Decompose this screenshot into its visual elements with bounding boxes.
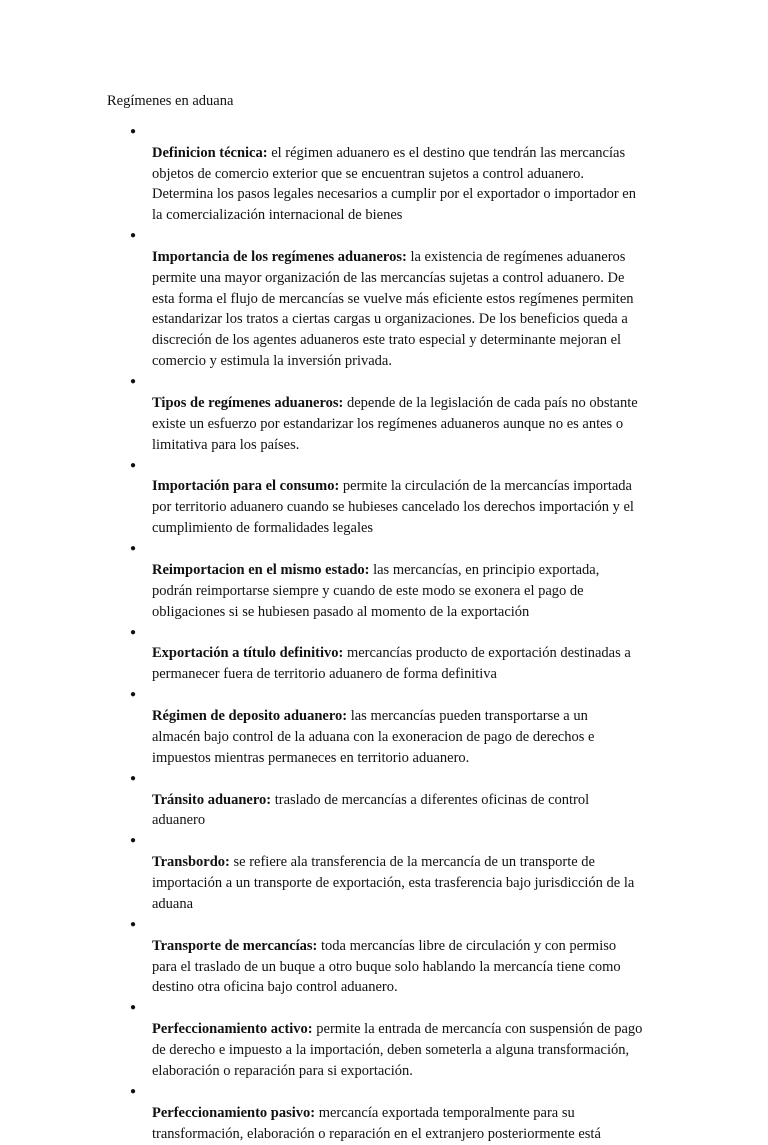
item-term: Reimportacion en el mismo estado: <box>152 561 370 578</box>
item-text: depende de la legislación de cada país no obstante existe un esfuerzo por estandarizar los regímenes aduaneros aunque no es antes o limitativa para los países. <box>152 394 638 453</box>
item-text: toda mercancías libre de circulación y con permiso para el traslado de un buque a otro buque solo hablando la mercancía tiene como destino otra oficina bajo control aduanero. <box>152 937 621 996</box>
item-text: permite la circulación de la mercancías importada por territorio aduanero cuando se hubieses cancelado los derechos importación y el cumplimiento de formalidades legales <box>152 478 634 537</box>
bullet-icon: ● <box>130 376 137 388</box>
list-item <box>130 915 672 998</box>
bullet-icon: ● <box>130 1002 137 1014</box>
item-text: traslado de mercancías a diferentes oficinas de control aduanero <box>152 791 590 829</box>
item-text: la existencia de regímenes aduaneros permite una mayor organización de las mercancías sujetas a control aduanero. De esta forma el flujo de mercancías se vuelve más eficiente estos regímenes permiten estandarizar los tratos a ciertas cargas u organizaciones. De los beneficios queda a discreción de los agentes aduaneros este trato especial y determinante mejoran el comercio y estimula la inversión privada. <box>152 249 634 370</box>
item-text: las mercancías pueden transportarse a un almacén bajo control de la aduana con la exoneracion de pago de derechos e impuestos mientras permaneces en territorio aduanero. <box>152 708 595 766</box>
bullet-icon: ● <box>130 835 137 847</box>
regimes-list <box>130 122 672 1145</box>
item-term: Perfeccionamiento activo: <box>152 1021 313 1038</box>
item-term: Régimen de deposito aduanero: <box>152 708 348 725</box>
list-item <box>130 122 672 226</box>
item-term: Perfeccionamiento pasivo: <box>152 1104 316 1121</box>
bullet-icon: ● <box>130 689 137 701</box>
item-text: mercancías producto de exportación destinadas a permanecer fuera de territorio aduanero de forma definitiva <box>152 645 631 683</box>
item-text: el régimen aduanero es el destino que tendrán las mercancías objetos de comercio exterior que se encuentran sujetos a control aduanero. Determina los pasos legales necesarios a cumplir por el exportador o importador en la comercialización internacional de bienes <box>152 144 636 224</box>
document-title: Regímenes en aduana <box>107 93 234 109</box>
item-text: las mercancías, en principio exportada, podrán reimportarse siempre y cuando de este modo se exonera el pago de obligaciones si se hubiesen pasado al momento de la exportación <box>152 561 600 620</box>
item-term: Importación para el consumo: <box>152 478 340 495</box>
item-text: mercancía exportada temporalmente para su transformación, elaboración o reparación en el extranjero posteriormente está <box>152 1104 601 1142</box>
item-term: Tránsito aduanero: <box>152 791 272 808</box>
item-term: Exportación a título definitivo: <box>152 645 344 662</box>
bullet-icon: ● <box>130 772 137 784</box>
item-term: Importancia de los regímenes aduaneros: <box>152 249 407 266</box>
bullet-icon: ● <box>130 626 137 638</box>
list-item <box>130 456 672 539</box>
list-item <box>130 539 672 622</box>
list-item <box>130 372 672 455</box>
item-text: permite la entrada de mercancía con suspensión de pago de derecho e impuesto a la importación, deben someterla a alguna transformación, elaboración o reparación para si exportación. <box>152 1021 643 1079</box>
bullet-icon: ● <box>130 918 137 930</box>
bullet-icon: ● <box>130 126 137 137</box>
bullet-icon: ● <box>130 1085 137 1097</box>
item-term: Definicion técnica: <box>152 144 268 161</box>
bullet-icon: ● <box>130 459 137 471</box>
item-term: Transbordo: <box>152 854 230 871</box>
list-item <box>130 998 672 1081</box>
item-text: se refiere ala transferencia de la mercancía de un transporte de importación a un transporte de exportación, esta trasferencia bajo jurisdicción de la aduana <box>152 854 635 912</box>
bullet-icon: ● <box>130 543 137 555</box>
list-item <box>130 226 672 372</box>
list-item <box>130 1082 672 1144</box>
list-item <box>130 831 672 914</box>
item-term: Transporte de mercancías: <box>152 937 318 954</box>
list-item <box>130 769 672 831</box>
bullet-icon: ● <box>130 230 137 242</box>
list-item <box>130 623 672 685</box>
list-item <box>130 685 672 768</box>
item-term: Tipos de regímenes aduaneros: <box>152 394 344 411</box>
